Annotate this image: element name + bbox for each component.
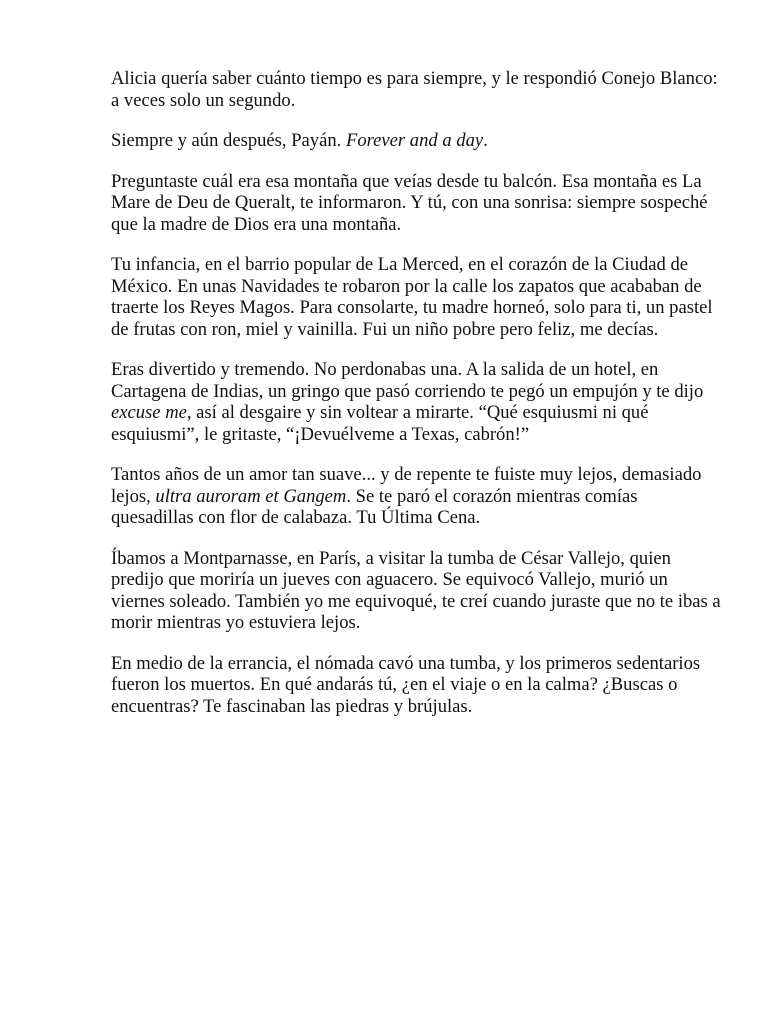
paragraph-infancia	[111, 254, 721, 340]
paragraph-text: Tantos años de un amor tan suave... y de repente te fuiste muy lejos, demasiado lejos,	[111, 464, 702, 507]
paragraph-montana	[111, 171, 721, 236]
paragraph-montparnasse	[111, 548, 721, 634]
paragraph-divertido	[111, 359, 721, 445]
paragraph-text: Tu infancia, en el barrio popular de La Merced, en el corazón de la Ciudad de México. En unas Navidades te robaron por la calle los zapatos que acababan de traerte los Reyes Magos. Para consolarte, tu madre horneó, solo para ti, un pastel de frutas con ron, miel y vainilla. Fui un niño pobre pero feliz, me decías.	[111, 254, 713, 340]
paragraph-text: , así al desgaire y sin voltear a mirarte. “Qué esquiusmi ni qué esquiusmi”, le gritaste, “¡Devuélveme a Texas, cabrón!”	[111, 402, 649, 445]
text-body	[111, 68, 721, 736]
italic-phrase: ultra auroram et Gangem	[155, 485, 347, 507]
paragraph-siempre	[111, 130, 721, 152]
paragraph-text: Eras divertido y tremendo. No perdonabas una. A la salida de un hotel, en Cartagena de Indias, un gringo que pasó corriendo te pegó un empujón y te dijo	[111, 359, 704, 402]
paragraph-text: Preguntaste cuál era esa montaña que veías desde tu balcón. Esa montaña es La Mare de Deu de Queralt, te informaron. Y tú, con una sonrisa: siempre sospeché que la madre de Dios era una montaña.	[111, 170, 708, 235]
italic-phrase: Forever and a day	[345, 130, 484, 151]
paragraph-text: En medio de la errancia, el nómada cavó una tumba, y los primeros sedentarios fueron los muertos. En qué andarás tú, ¿en el viaje o en la calma? ¿Buscas o encuentras? Te fascinaban las piedras y brújulas.	[111, 652, 701, 717]
paragraph-errancia	[111, 653, 721, 718]
paragraph-alicia	[111, 68, 721, 111]
paragraph-text: .	[483, 130, 488, 151]
paragraph-text: Alicia quería saber cuánto tiempo es para siempre, y le respondió Conejo Blanco: a veces solo un segundo.	[111, 68, 718, 111]
paragraph-text: Íbamos a Montparnasse, en París, a visitar la tumba de César Vallejo, quien predijo que moriría un jueves con aguacero. Se equivocó Vallejo, murió un viernes soleado. También yo me equivoqué, te creí cuando juraste que no te ibas a morir mientras yo estuviera lejos.	[111, 547, 721, 633]
italic-phrase: excuse me	[111, 402, 187, 423]
paragraph-text: Siempre y aún después, Payán.	[111, 130, 346, 151]
paragraph-text: . Se te paró el corazón mientras comías quesadillas con flor de calabaza. Tu Última Cena.	[111, 485, 638, 528]
paragraph-amor	[111, 464, 721, 529]
